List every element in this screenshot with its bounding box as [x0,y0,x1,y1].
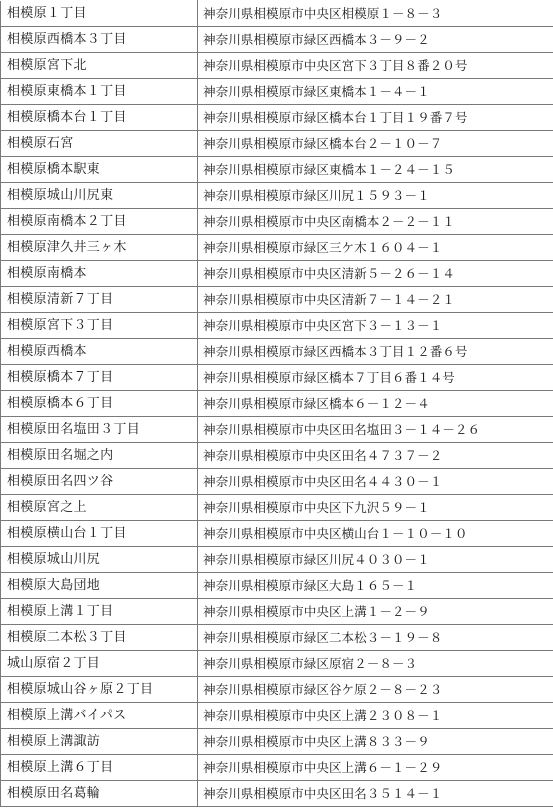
store-address-cell: 神奈川県相模原市中央区清新７－１４－２１ [198,287,553,313]
store-name-cell: 相模原南橋本 [1,261,198,287]
table-row [1,79,553,105]
store-address-cell: 神奈川県相模原市中央区下九沢５９－１ [198,495,553,521]
store-address-cell: 神奈川県相模原市中央区清新５－２６－１４ [198,261,553,287]
table-row [1,625,553,651]
store-name-cell: 相模原上溝諏訪 [1,729,198,755]
store-address-cell: 神奈川県相模原市緑区橋本７丁目６番１４号 [198,365,553,391]
store-address-cell: 神奈川県相模原市緑区原宿２－８－３ [198,651,553,677]
store-name-cell: 相模原二本松３丁目 [1,625,198,651]
table-row [1,183,553,209]
store-address-cell: 神奈川県相模原市緑区二本松３－１９－８ [198,625,553,651]
store-name-cell: 相模原宮之上 [1,495,198,521]
table-row [1,443,553,469]
store-name-cell: 相模原津久井三ヶ木 [1,235,198,261]
store-name-cell: 相模原宮下３丁目 [1,313,198,339]
table-row [1,469,553,495]
store-name-cell: 相模原橋本駅東 [1,157,198,183]
store-name-cell: 相模原１丁目 [1,1,198,27]
store-address-cell: 神奈川県相模原市緑区橋本台２－１０－７ [198,131,553,157]
store-address-cell: 神奈川県相模原市緑区川尻４０３０－１ [198,547,553,573]
table-row [1,209,553,235]
store-name-cell: 相模原大島団地 [1,573,198,599]
store-address-cell: 神奈川県相模原市中央区上溝８３３－９ [198,729,553,755]
table-row [1,157,553,183]
store-address-cell: 神奈川県相模原市緑区大島１６５－１ [198,573,553,599]
table-row [1,495,553,521]
store-address-cell: 神奈川県相模原市中央区上溝１－２－９ [198,599,553,625]
store-address-cell: 神奈川県相模原市中央区横山台１－１０－１０ [198,521,553,547]
table-row [1,365,553,391]
table-row [1,313,553,339]
store-name-cell: 相模原宮下北 [1,53,198,79]
table-row [1,521,553,547]
table-row [1,547,553,573]
table-row [1,755,553,781]
store-address-cell: 神奈川県相模原市緑区橋本６－１２－４ [198,391,553,417]
store-address-cell: 神奈川県相模原市中央区相模原１－８－３ [198,1,553,27]
store-name-cell: 相模原清新７丁目 [1,287,198,313]
table-row [1,781,553,807]
table-row [1,573,553,599]
table-body [1,1,553,807]
store-name-cell: 相模原上溝１丁目 [1,599,198,625]
store-name-cell: 相模原橋本６丁目 [1,391,198,417]
table-row [1,27,553,53]
table-row [1,599,553,625]
store-address-cell: 神奈川県相模原市緑区東橋本１－４－１ [198,79,553,105]
table-row [1,53,553,79]
store-name-cell: 相模原田名堀之内 [1,443,198,469]
store-name-cell: 相模原田名葛輪 [1,781,198,807]
store-address-cell: 神奈川県相模原市中央区南橋本２－２－１１ [198,209,553,235]
store-address-cell: 神奈川県相模原市中央区田名４７３７－２ [198,443,553,469]
store-name-cell: 相模原西橋本３丁目 [1,27,198,53]
table-row [1,339,553,365]
table-row [1,131,553,157]
store-address-cell: 神奈川県相模原市中央区田名３５１４－１ [198,781,553,807]
store-name-cell: 相模原城山川尻東 [1,183,198,209]
store-address-cell: 神奈川県相模原市緑区東橋本１－２４－１５ [198,157,553,183]
store-name-cell: 相模原橋本７丁目 [1,365,198,391]
store-name-cell: 相模原横山台１丁目 [1,521,198,547]
store-name-cell: 相模原田名塩田３丁目 [1,417,198,443]
store-address-cell: 神奈川県相模原市緑区谷ケ原２－８－２３ [198,677,553,703]
store-name-cell: 相模原南橋本２丁目 [1,209,198,235]
table-row [1,1,553,27]
store-address-cell: 神奈川県相模原市中央区上溝２３０８－１ [198,703,553,729]
table-row [1,651,553,677]
table-row [1,105,553,131]
table-row [1,391,553,417]
store-address-cell: 神奈川県相模原市緑区橋本台１丁目１９番７号 [198,105,553,131]
store-name-cell: 相模原橋本台１丁目 [1,105,198,131]
store-name-cell: 相模原城山川尻 [1,547,198,573]
store-address-cell: 神奈川県相模原市緑区西橋本３－９－２ [198,27,553,53]
store-address-cell: 神奈川県相模原市中央区宮下３－１３－１ [198,313,553,339]
store-name-cell: 相模原東橋本１丁目 [1,79,198,105]
store-address-cell: 神奈川県相模原市緑区川尻１５９３－１ [198,183,553,209]
store-address-cell: 神奈川県相模原市中央区宮下３丁目８番２０号 [198,53,553,79]
store-name-cell: 相模原上溝６丁目 [1,755,198,781]
table-row [1,287,553,313]
store-name-cell: 相模原西橋本 [1,339,198,365]
store-name-cell: 城山原宿２丁目 [1,651,198,677]
store-address-cell: 神奈川県相模原市緑区西橋本３丁目１２番６号 [198,339,553,365]
store-name-cell: 相模原上溝バイパス [1,703,198,729]
store-address-cell: 神奈川県相模原市中央区上溝６－１－２９ [198,755,553,781]
table-row [1,235,553,261]
store-name-cell: 相模原石宮 [1,131,198,157]
table-row [1,417,553,443]
table-row [1,677,553,703]
table-row [1,703,553,729]
store-name-cell: 相模原田名四ツ谷 [1,469,198,495]
store-name-cell: 相模原城山谷ヶ原２丁目 [1,677,198,703]
store-address-cell: 神奈川県相模原市中央区田名塩田３－１４－２６ [198,417,553,443]
store-address-cell: 神奈川県相模原市緑区三ケ木１６０４－１ [198,235,553,261]
store-address-cell: 神奈川県相模原市中央区田名４４３０－１ [198,469,553,495]
table-row [1,261,553,287]
table-row [1,729,553,755]
